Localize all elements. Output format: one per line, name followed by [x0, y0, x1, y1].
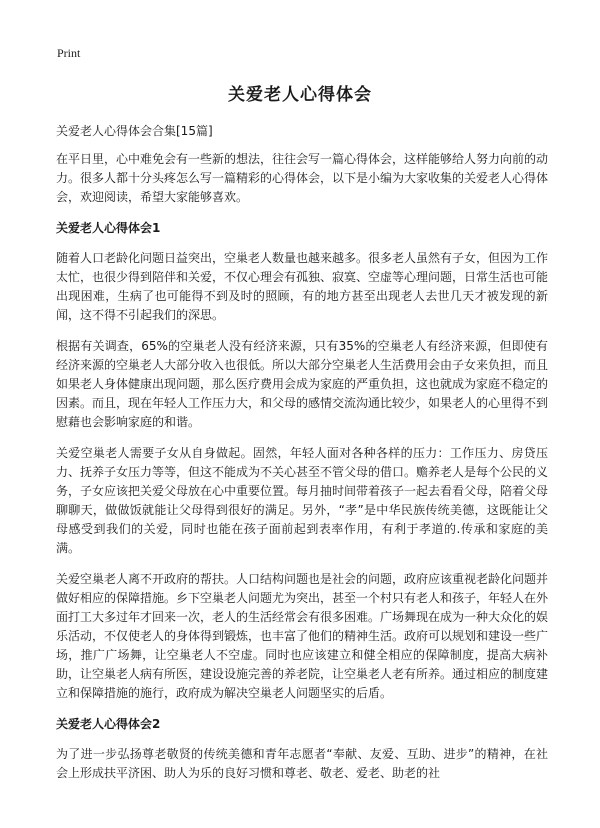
section-1-paragraph-2: 根据有关调查，65%的空巢老人没有经济来源，只有35%的空巢老人有经济来源，但即使有经济来源的空巢老人大部分收入也很低。所以大部分空巢老人生活费用会由子女来负担，而且如果老人身体健康出现问题，那么医疗费用会成为家庭的严重负担，这也就成为家庭不稳定的因素。而且，现在年轻人工作压力大，和父母的感情交流沟通比较少，如果老人的心里得不到慰藉也会影响家庭的和谐。 — [56, 339, 549, 429]
intro-paragraph: 在平日里，心中难免会有一些新的想法，往往会写一篇心得体会，这样能够给人努力向前的动力。很多人都十分头疼怎么写一篇精彩的心得体会，以下是小编为大家收集的关爱老人心得体会，欢迎阅读，希望大家能够喜欢。 — [56, 152, 549, 204]
print-link[interactable]: Print — [57, 46, 81, 60]
section-2-paragraph-1: 为了进一步弘扬尊老敬贤的传统美德和青年志愿者“奉献、友爱、互助、进步”的精神，在社会上形成扶平济困、助人为乐的良好习惯和尊老、敬老、爱老、助老的社 — [56, 747, 548, 780]
section-heading-1: 关爱老人心得体会1 — [56, 221, 161, 235]
section-1-paragraph-3: 关爱空巢老人需要子女从自身做起。固然，年轻人面对各种各样的压力：工作压力、房贷压力、抚养子女压力等等，但这不能成为不关心甚至不管父母的借口。赡养老人是每个公民的义务，子女应该把关爱父母放在心中重要位置。每月抽时间带着孩子一起去看看父母，陪着父母聊聊天，做做饭就能让父母得到很好的满足。另外，“孝”是中华民族传统美德，这既能让父母感受到我们的关爱，同时也能在孩子面前起到表率作用，有利于孝道的.传承和家庭的美满。 — [56, 446, 549, 555]
document-title: 关爱老人心得体会 — [228, 85, 372, 105]
section-heading-2: 关爱老人心得体会2 — [56, 717, 161, 731]
document-body — [56, 122, 548, 783]
document-subtitle: 关爱老人心得体会合集[15篇] — [56, 124, 213, 138]
section-1-paragraph-1: 随着人口老龄化问题日益突出，空巢老人数量也越来越多。很多老人虽然有子女，但因为工作太忙，也很少得到陪伴和关爱，不仅心理会有孤独、寂寞、空虚等心理问题，日常生活也可能出现困难，生病了也可能得不到及时的照顾，有的地方甚至出现老人去世几天才被发现的新闻，这不得不引起我们的深思。 — [56, 251, 549, 322]
section-1-paragraph-4: 关爱空巢老人离不开政府的帮扶。人口结构问题也是社会的问题，政府应该重视老龄化问题并做好相应的保障措施。乡下空巢老人问题尤为突出，甚至一个村只有老人和孩子，年轻人在外面打工大多过年才回来一次，老人的生活经常会有很多困难。广场舞现在成为一种大众化的娱乐活动，不仅使老人的身体得到锻炼，也丰富了他们的精神生活。政府可以规划和建设一些广场，推广广场舞，让空巢老人不空虚。同时也应该建立和健全相应的保障制度，提高大病补助，让空巢老人病有所医，建设设施完善的养老院，让空巢老人老有所养。通过相应的制度建立和保障措施的施行，政府成为解决空巢老人问题坚实的后盾。 — [56, 572, 549, 700]
